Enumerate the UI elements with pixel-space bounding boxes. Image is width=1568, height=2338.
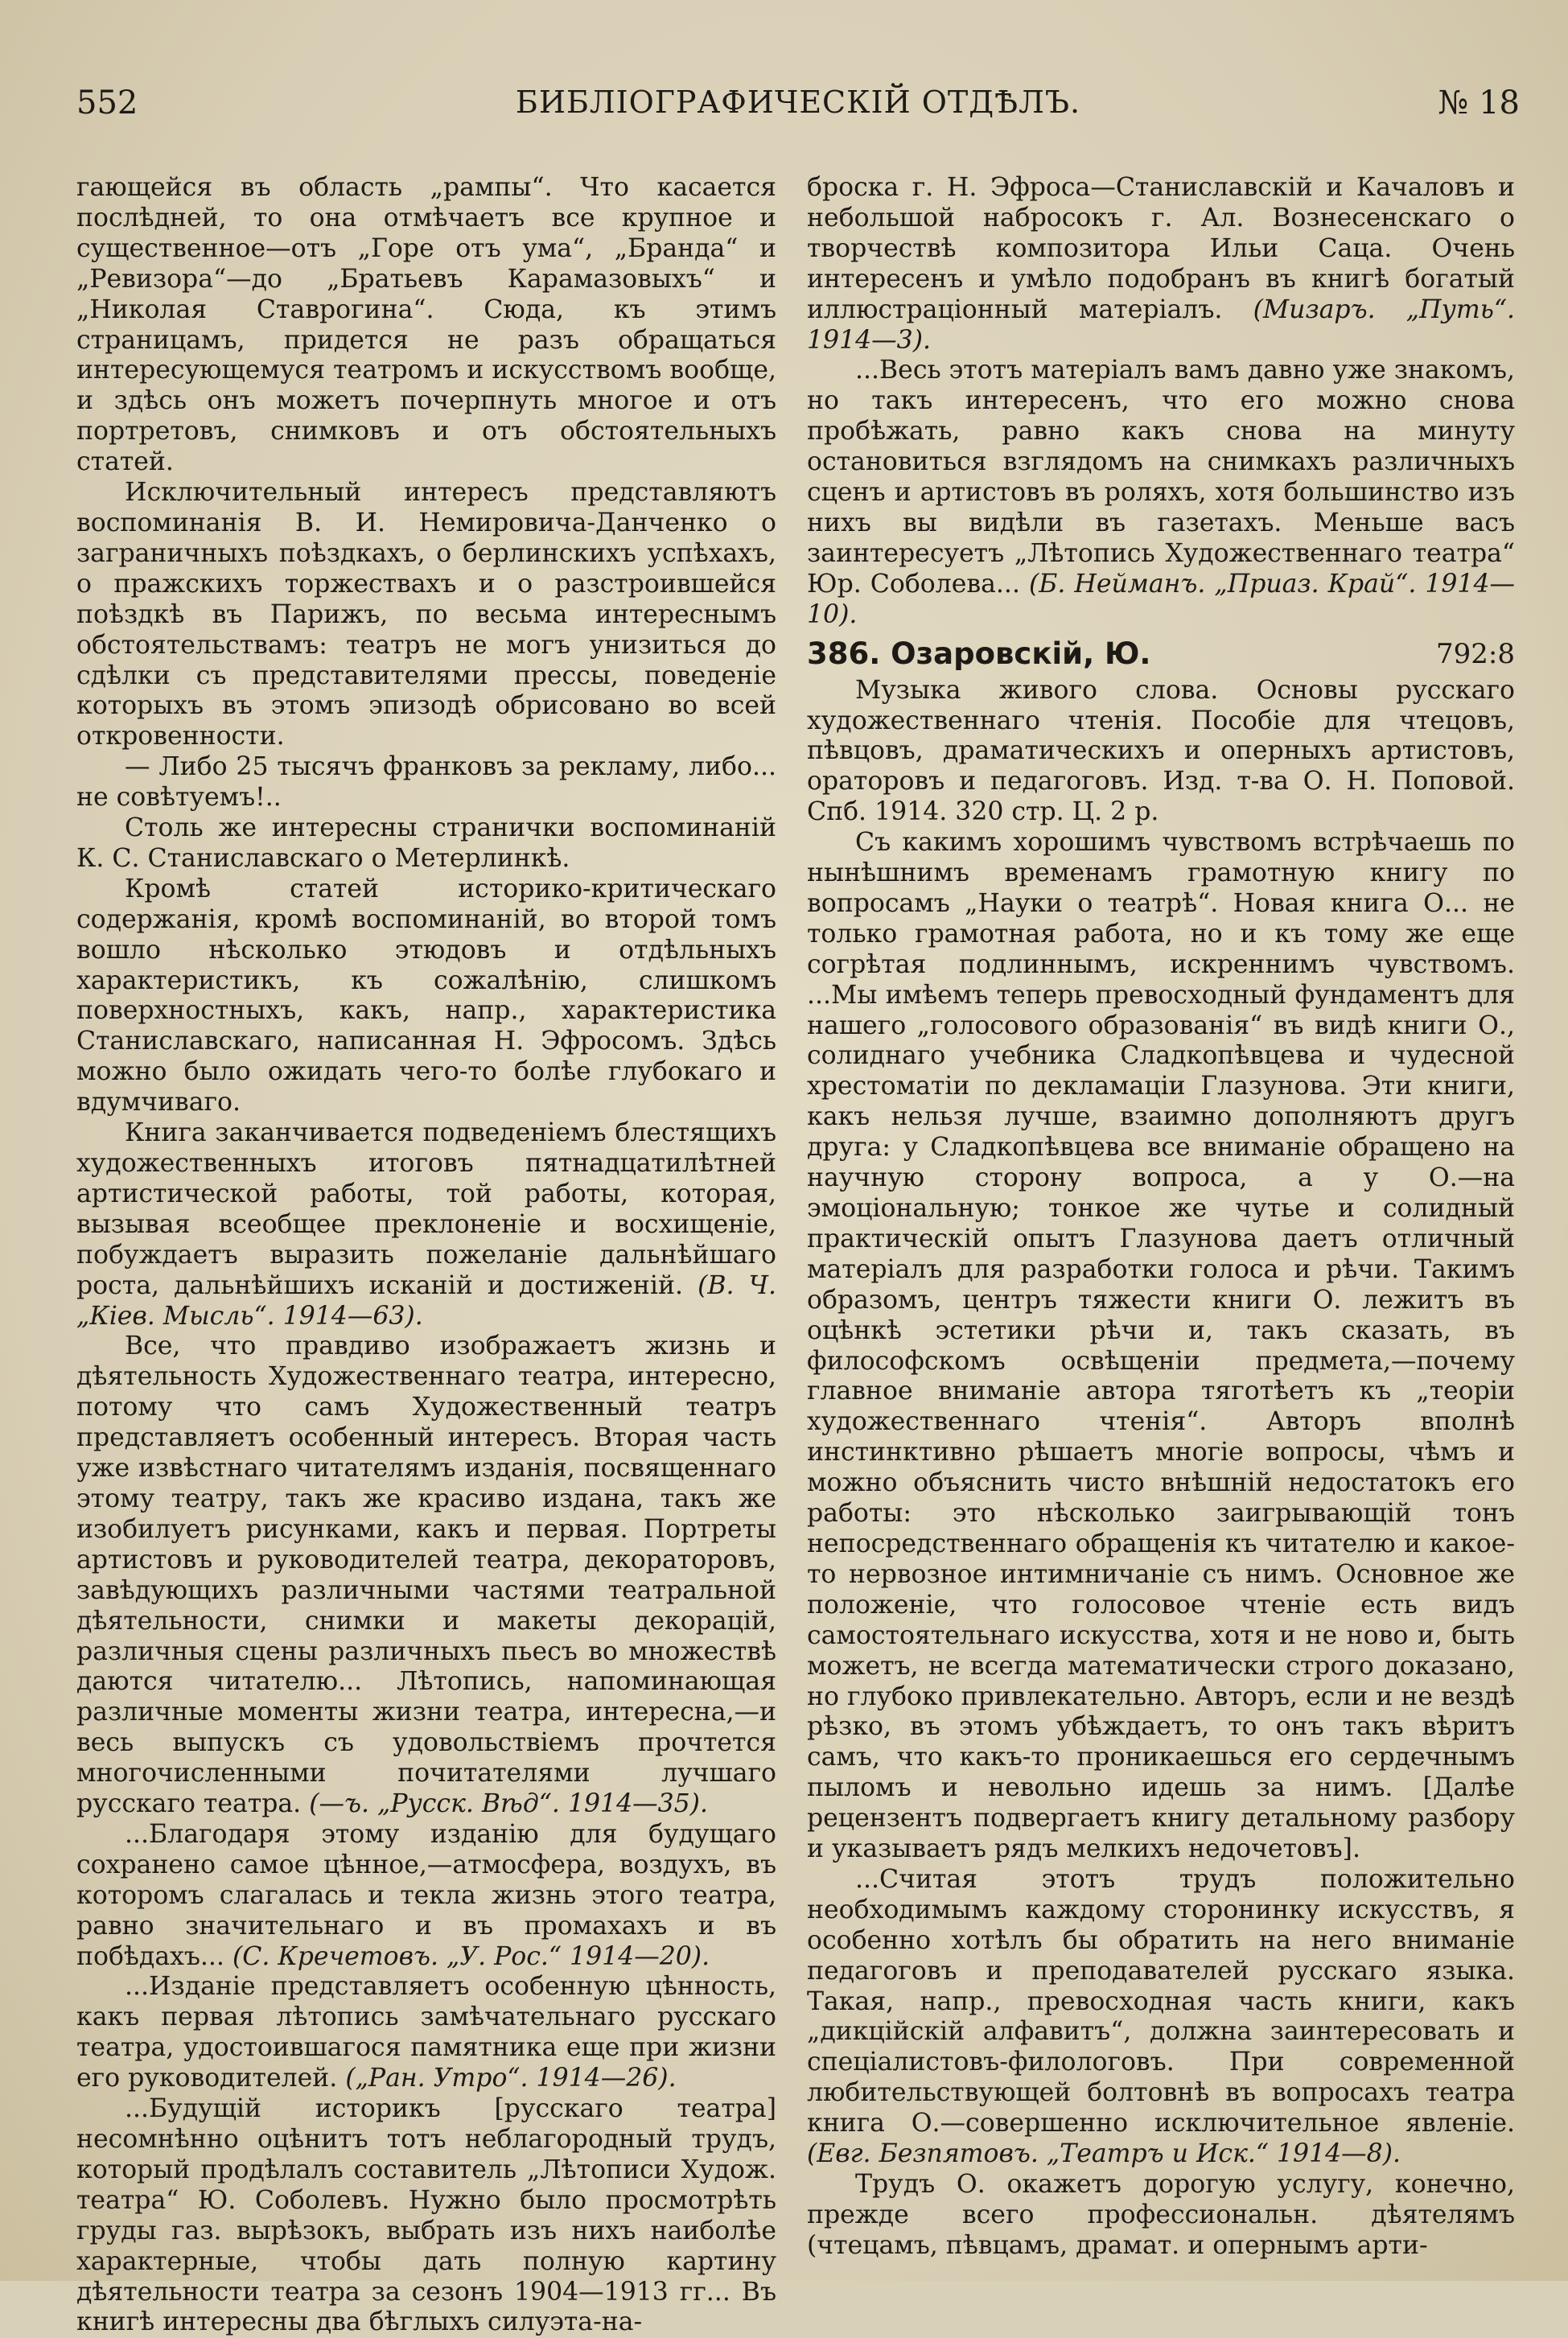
- right-column: [807, 173, 1515, 2262]
- review-source: (В. Ч. „Кіев. Мысль“. 1914—63).: [76, 1270, 777, 1331]
- review-source: (—ъ. „Русск. Вѣд“. 1914—35).: [309, 1789, 708, 1819]
- paragraph-text: ...Благодаря этому изданію для будущаго сохранено самое цѣнное,—атмосфера, воздухъ, въ которомъ слагалась и текла жизнь этого театра, равно значительнаго и въ промахахъ и въ побѣдахъ...: [76, 1819, 776, 1971]
- right-column-bottom: [807, 828, 1515, 2262]
- paragraph-text: Столь же интересны странички воспоминаній К. С. Станиславскаго о Метерлинкѣ.: [76, 813, 776, 873]
- review-source: (Мизаръ. „Путь“. 1914—3).: [807, 294, 1515, 355]
- paragraph: [76, 173, 776, 478]
- paragraph: [807, 2170, 1515, 2262]
- paragraph: [76, 813, 776, 875]
- paragraph-text: Книга заканчивается подведеніемъ блестящихъ художественныхъ итоговъ пятнадцатилѣтней артистической работы, той работы, которая, вызывая всеобщее преклоненіе и восхищеніе, побуждаетъ выразить пожеланіе дальнѣйшаго роста, дальнѣйшихъ исканій и достиженій.: [76, 1118, 776, 1300]
- paragraph: [807, 173, 1515, 356]
- paragraph-text: Трудъ О. окажетъ дорогую услугу, конечно, прежде всего профессиональн. дѣятелямъ (чтецамъ, пѣвцамъ, драмат. и опернымъ арти-: [807, 2170, 1515, 2260]
- paragraph-text: Все, что правдиво изображаетъ жизнь и дѣятельность Художественнаго театра, интересно, потому что самъ Художественный театръ представляетъ особенный интересъ. Вторая часть уже извѣстнаго читателямъ изданія, посвященнаго этому театру, такъ же красиво издана, такъ же изобилуетъ рисунками, какъ и первая. Портреты артистовъ и руководителей театра, декораторовъ, завѣдующихъ различными частями театральной дѣятельности, снимки и макеты декорацій, различныя сцены различныхъ пьесъ во множествѣ даются читателю... Лѣтопись, напоминающая различные моменты жизни театра, интересна,—и весь выпускъ съ удовольствіемъ прочтется многочисленными почитателями лучшаго русскаго театра.: [76, 1332, 776, 1819]
- paragraph-text: броска г. Н. Эфроса—Станиславскій и Качаловъ и небольшой набросокъ г. Ал. Вознесенскаго о творчествѣ композитора Ильи Саца. Очень интересенъ и умѣло подобранъ въ книгѣ богатый иллюстраціонный матеріалъ.: [807, 173, 1515, 324]
- review-source: (Евг. Безпятовъ. „Театръ и Иск.“ 1914—8).: [807, 2139, 1401, 2169]
- review-source: („Ран. Утро“. 1914—26).: [345, 2064, 677, 2093]
- paragraph: [76, 478, 776, 752]
- paragraph: [76, 1972, 776, 2094]
- issue-number: № 18: [1438, 84, 1520, 121]
- running-header: [76, 84, 1520, 133]
- paragraph-text: — Либо 25 тысячъ франковъ за рекламу, либо... не совѣтуемъ!..: [76, 752, 776, 813]
- paragraph: [76, 1332, 776, 1820]
- paragraph: [76, 1820, 776, 1973]
- right-column-top: [807, 173, 1515, 631]
- paragraph-text: ...Весь этотъ матеріалъ вамъ давно уже знакомъ, но такъ интересенъ, что его можно снова пробѣжать, равно какъ снова на минуту остановиться взглядомъ на снимкахъ различныхъ сценъ и артистовъ въ роляхъ, хотя большинство изъ нихъ вы видѣли въ газетахъ. Меньше васъ заинтересуетъ „Лѣтопись Художественнаго театра“ Юр. Соболева...: [807, 356, 1515, 599]
- section-title: БИБЛІОГРАФИЧЕСКІЙ ОТДѢЛЪ.: [515, 84, 1081, 120]
- paragraph: [807, 356, 1515, 630]
- review-source: (Б. Нейманъ. „Приаз. Край“. 1914—10).: [807, 569, 1515, 629]
- paragraph-text: Исключительный интересъ представляютъ воспоминанія В. И. Немировича-Данченко о заграничныхъ поѣздкахъ, о берлинскихъ успѣхахъ, о пражскихъ торжествахъ и о разстроившейся поѣздкѣ въ Парижъ, по весьма интереснымъ обстоятельствамъ: театръ не могъ унизиться до сдѣлки съ представителями прессы, поведеніе которыхъ въ этомъ эпизодѣ обрисовано во всей откровенности.: [76, 478, 776, 751]
- paragraph-text: ...Считая этотъ трудъ положительно необходимымъ каждому сторонинку искусствъ, я особенно хотѣлъ бы обратить на него вниманіе педагоговъ и преподавателей русскаго языка. Такая, напр., превосходная часть книги, какъ „дикційскій алфавитъ“, должна заинтересовать и спеціалистовъ-филологовъ. При современной любительствующей болтовнѣ въ вопросахъ театра книга О.—совершенно исключительное явленіе.: [807, 1864, 1515, 2138]
- entry-number-author: 386. Озаровскій, Ю.: [807, 636, 1151, 671]
- paragraph: [76, 752, 776, 813]
- paragraph: [76, 875, 776, 1118]
- paragraph-text: Съ какимъ хорошимъ чувствомъ встрѣчаешь по нынѣшнимъ временамъ грамотную книгу по вопросамъ „Науки о театрѣ“. Новая книга О... не только грамотная работа, но и къ тому же еще согрѣтая подлиннымъ, искреннимъ чувствомъ. ...Мы имѣемъ теперь превосходный фундаментъ для нашего „голосового образованія“ въ видѣ книги О., солиднаго учебника Сладкопѣвцева и чудесной хрестоматіи по декламаціи Глазунова. Эти книги, какъ нельзя лучше, взаимно дополняютъ другъ друга: у Сладкопѣвцева все вниманіе обращено на научную сторону вопроса, а у О.—на эмоціональную; тонкое же чутье и солидный практическій опытъ Глазунова даетъ отличный матеріалъ для разработки голоса и рѣчи. Такимъ образомъ, центръ тяжести книги О. лежитъ въ оцѣнкѣ эстетики рѣчи и, такъ сказать, въ философскомъ освѣщеніи предмета,—почему главное вниманіе автора тяготѣетъ къ „теоріи художественнаго чтенія“. Авторъ вполнѣ инстинктивно рѣшаетъ многіе вопросы, чѣмъ и можно объяснить чисто внѣшній недостатокъ его работы: это нѣсколько заигрывающій тонъ непосредственнаго обращенія къ читателю и какое-то нервозное интимничаніе съ нимъ. Основное же положеніе, что голосовое чтеніе есть видъ самостоятельнаго искусства, хотя и не ново и, быть можетъ, не всегда математически строго доказано, но глубоко привлекательно. Авторъ, если и не вездѣ рѣзко, въ этомъ убѣждаетъ, то онъ такъ вѣритъ самъ, что какъ-то проникаешься его сердечнымъ пыломъ и невольно идешь за нимъ. [Далѣе рецензентъ подвергаетъ книгу детальному разбору и указываетъ рядъ мелкихъ недочетовъ].: [807, 828, 1515, 1864]
- paragraph-text: ...Изданіе представляетъ особенную цѣнность, какъ первая лѣтопись замѣчательнаго русскаго театра, удостоившагося памятника еще при жизни его руководителей.: [76, 1972, 776, 2093]
- entry-description: Музыка живого слова. Основы русскаго художественнаго чтенія. Пособіе для чтецовъ, пѣвцовъ, драматическихъ и оперныхъ артистовъ, ораторовъ и педагоговъ. Изд. т-ва О. Н. Поповой. Спб. 1914. 320 стр. Ц. 2 р.: [807, 675, 1515, 827]
- review-source: (С. Кречетовъ. „У. Рос.“ 1914—20).: [232, 1941, 710, 1971]
- paragraph: [76, 1118, 776, 1332]
- paragraph-text: ...Будущій историкъ [русскаго театра] несомнѣнно оцѣнитъ тотъ неблагородный трудъ, который продѣлалъ составитель „Лѣтописи Худож. театра“ Ю. Соболевъ. Нужно было просмотрѣть груды газ. вырѣзокъ, выбрать изъ нихъ наиболѣе характерные, чтобы дать полную картину дѣятельности театра за сезонъ 1904—1913 гг... Въ книгѣ интересны два бѣглыхъ силуэта-на-: [76, 2094, 776, 2337]
- bibliography-entry-heading: [807, 636, 1515, 673]
- paragraph: [807, 1865, 1515, 2170]
- paragraph: [76, 2094, 776, 2338]
- paragraph: [807, 828, 1515, 1865]
- paragraph-text: гающейся въ область „рампы“. Что касается послѣдней, то она отмѣчаетъ все крупное и существенное—отъ „Горе отъ ума“, „Бранда“ и „Ревизора“—до „Братьевъ Карамазовыхъ“ и „Николая Ставрогина“. Сюда, къ этимъ страницамъ, придется не разъ обращаться интересующемуся театромъ и искусствомъ вообще, и здѣсь онъ можетъ почерпнуть многое и отъ портретовъ, снимковъ и отъ обстоятельныхъ статей.: [76, 173, 776, 477]
- paragraph-text: Кромѣ статей историко-критическаго содержанія, кромѣ воспоминаній, во второй томъ вошло нѣсколько этюдовъ и отдѣльныхъ характеристикъ, къ сожалѣнію, слишкомъ поверхностныхъ, какъ, напр., характеристика Станиславскаго, написанная Н. Эфросомъ. Здѣсь можно было ожидать чего-то болѣе глубокаго и вдумчиваго.: [76, 874, 776, 1118]
- page-number: 552: [76, 84, 138, 121]
- entry-classification-code: 792:8: [1436, 637, 1515, 670]
- left-column: [76, 173, 776, 2338]
